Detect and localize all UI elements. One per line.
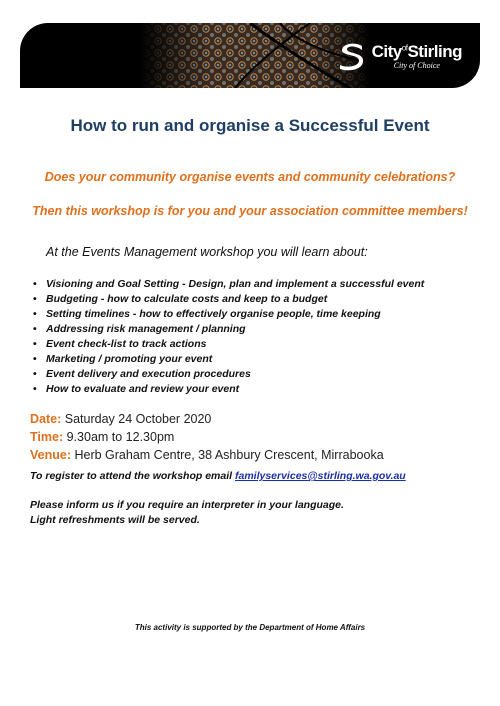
list-item <box>33 382 424 397</box>
question-line: Does your community organise events and community celebrations? <box>44 170 456 184</box>
topic-text: Addressing risk management / planning <box>46 323 246 335</box>
topic-text: Setting timelines - how to effectively organise people, time keeping <box>46 308 381 320</box>
page-title: How to run and organise a Successful Event <box>70 116 430 135</box>
bullet-icon: • <box>33 323 37 335</box>
date-row <box>30 410 384 428</box>
date-value: Saturday 24 October 2020 <box>64 412 212 426</box>
date-label: Date: <box>30 412 62 426</box>
venue-value: Herb Graham Centre, 38 Ashbury Crescent, Mirrabooka <box>74 448 384 462</box>
logo-tagline: City of Choice <box>393 60 440 70</box>
bullet-icon: • <box>33 338 37 350</box>
topics-list <box>33 277 424 397</box>
logo-name-of: of <box>401 42 408 52</box>
time-value: 9.30am to 12.30pm <box>66 430 175 444</box>
city-of-stirling-logo <box>336 36 462 76</box>
email-link[interactable]: familyservices@stirling.wa.gov.au <box>234 470 406 482</box>
stirling-s-logo-icon <box>336 41 366 71</box>
interpreter-note: Please inform us if you require an interpreter in your language. <box>30 499 344 511</box>
bullet-icon: • <box>33 308 37 320</box>
refreshments-note: Light refreshments will be served. <box>30 514 200 526</box>
topic-text: Event check-list to track actions <box>46 338 207 350</box>
list-item <box>33 352 424 367</box>
list-item <box>33 292 424 307</box>
list-item <box>33 307 424 322</box>
register-text: To register to attend the workshop email <box>30 470 233 482</box>
question-line: Then this workshop is for you and your association committee members! <box>32 204 468 218</box>
topic-text: Visioning and Goal Setting - Design, plan and implement a successful event <box>46 278 425 290</box>
list-item <box>33 367 424 382</box>
header-banner <box>20 23 480 88</box>
register-line <box>30 469 406 484</box>
venue-row <box>30 446 384 464</box>
logo-name-stirling: Stirling <box>407 41 462 61</box>
topic-text: How to evaluate and review your event <box>46 383 240 395</box>
bullet-icon: • <box>33 368 37 380</box>
bullet-icon: • <box>33 278 37 290</box>
topic-text: Marketing / promoting your event <box>46 353 213 365</box>
logo-name-city: City <box>371 41 402 61</box>
bullet-icon: • <box>33 293 37 305</box>
list-item <box>33 322 424 337</box>
intro-text: At the Events Management workshop you will learn about: <box>46 245 368 259</box>
bullet-icon: • <box>33 383 37 395</box>
time-row <box>30 428 384 446</box>
support-footer: This activity is supported by the Department of Home Affairs <box>134 623 366 632</box>
list-item <box>33 337 424 352</box>
venue-label: Venue: <box>30 448 71 462</box>
event-details <box>30 410 384 464</box>
bullet-icon: • <box>33 353 37 365</box>
list-item <box>33 277 424 292</box>
topic-text: Event delivery and execution procedures <box>46 368 251 380</box>
time-label: Time: <box>30 430 64 444</box>
topic-text: Budgeting - how to calculate costs and keep to a budget <box>46 293 328 305</box>
